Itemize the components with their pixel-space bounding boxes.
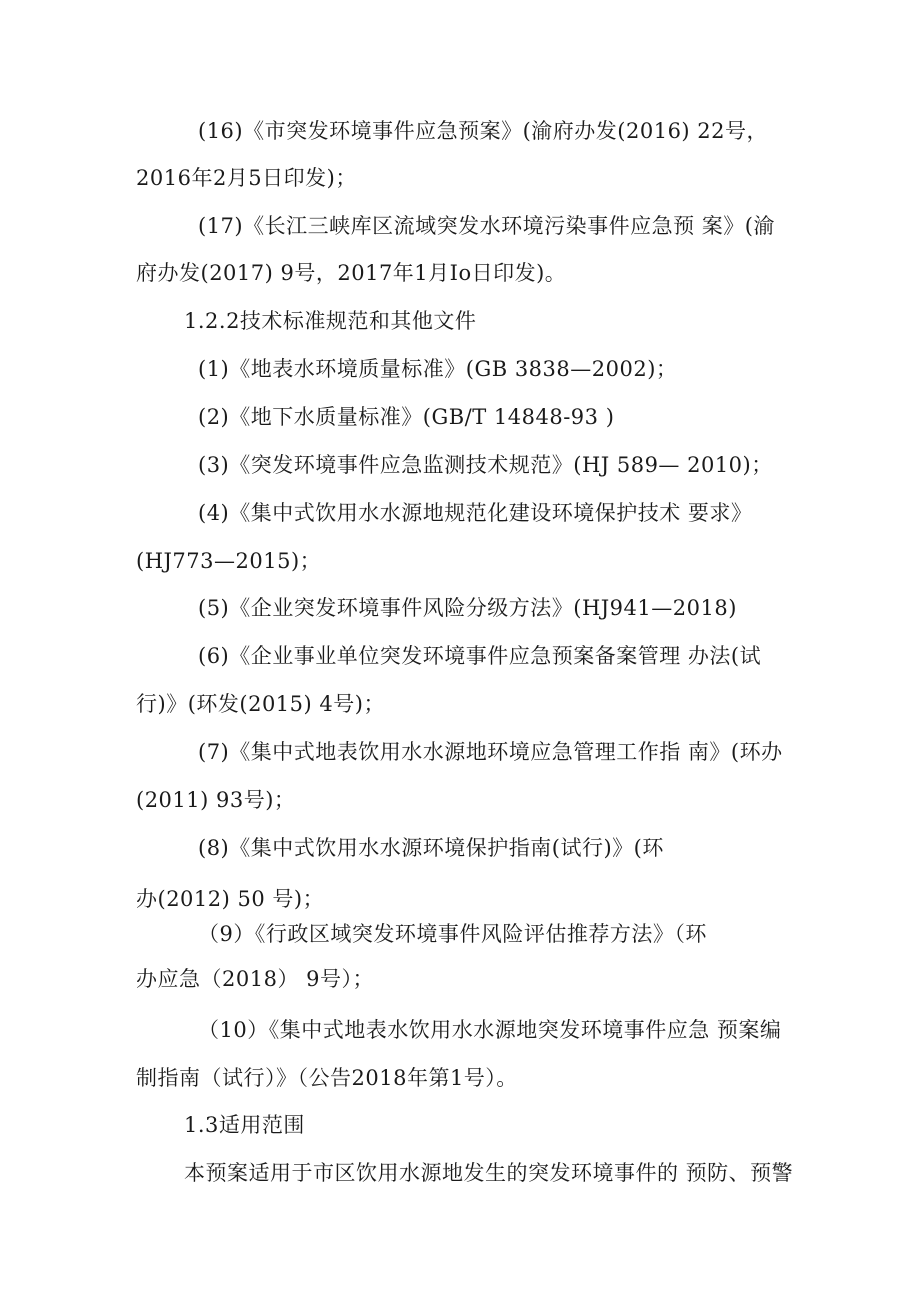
text-line-16a: (16)《市突发环境事件应急预案》(渝府办发(2016) 22号， <box>198 119 769 143</box>
section-heading-1-3: 1.3适用范围 <box>184 1113 305 1137</box>
text-line-item-4b: (HJ773—2015)； <box>136 549 322 573</box>
text-line-16b: 2016年2月5日印发)； <box>136 166 357 190</box>
text-line-17b: 府办发(2017) 9号，2017年1月Io日印发)。 <box>136 261 567 285</box>
text-line-item-3: (3)《突发环境事件应急监测技术规范》(HJ 589— 2010)； <box>198 453 773 477</box>
text-line-item-6b: 行)》(环发(2015) 4号)； <box>136 692 385 716</box>
text-line-item-7b: (2011) 93号)； <box>136 788 296 812</box>
text-line-item-9a: （9）《行政区域突发环境事件风险评估推荐方法》（环 <box>198 922 707 946</box>
text-line-item-8b: 办(2012) 50 号)； <box>136 887 325 911</box>
text-line-item-2: (2)《地下水质量标准》(GB/T 14848-93 ) <box>198 405 615 429</box>
text-line-item-4a: (4)《集中式饮用水水源地规范化建设环境保护技术 要求》 <box>198 501 753 525</box>
text-line-item-7a: (7)《集中式地表饮用水水源地环境应急管理工作指 南》(环办 <box>198 740 783 764</box>
text-line-item-9b: 办应急（2018） 9号）； <box>136 967 374 991</box>
text-line-item-8a: (8)《集中式饮用水水源环境保护指南(试行)》(环 <box>198 836 664 860</box>
text-line-item-10a: （10）《集中式地表水饮用水水源地突发环境事件应急 预案编 <box>198 1018 782 1042</box>
text-line-item-6a: (6)《企业事业单位突发环境事件应急预案备案管理 办法(试 <box>198 644 762 668</box>
section-heading-1-2-2: 1.2.2技术标准规范和其他文件 <box>184 309 477 333</box>
text-line-item-1: (1)《地表水环境质量标准》(GB 3838—2002)； <box>198 357 678 381</box>
text-line-17a: (17)《长江三峡库区流域突发水环境污染事件应急预 案》(渝 <box>198 214 775 238</box>
text-line-item-10b: 制指南（试行）》（公告2018年第1号）。 <box>136 1066 518 1090</box>
text-line-item-5: (5)《企业突发环境事件风险分级方法》(HJ941—2018) <box>198 596 737 620</box>
text-line-scope: 本预案适用于市区饮用水源地发生的突发环境事件的 预防、预警 <box>184 1161 794 1185</box>
